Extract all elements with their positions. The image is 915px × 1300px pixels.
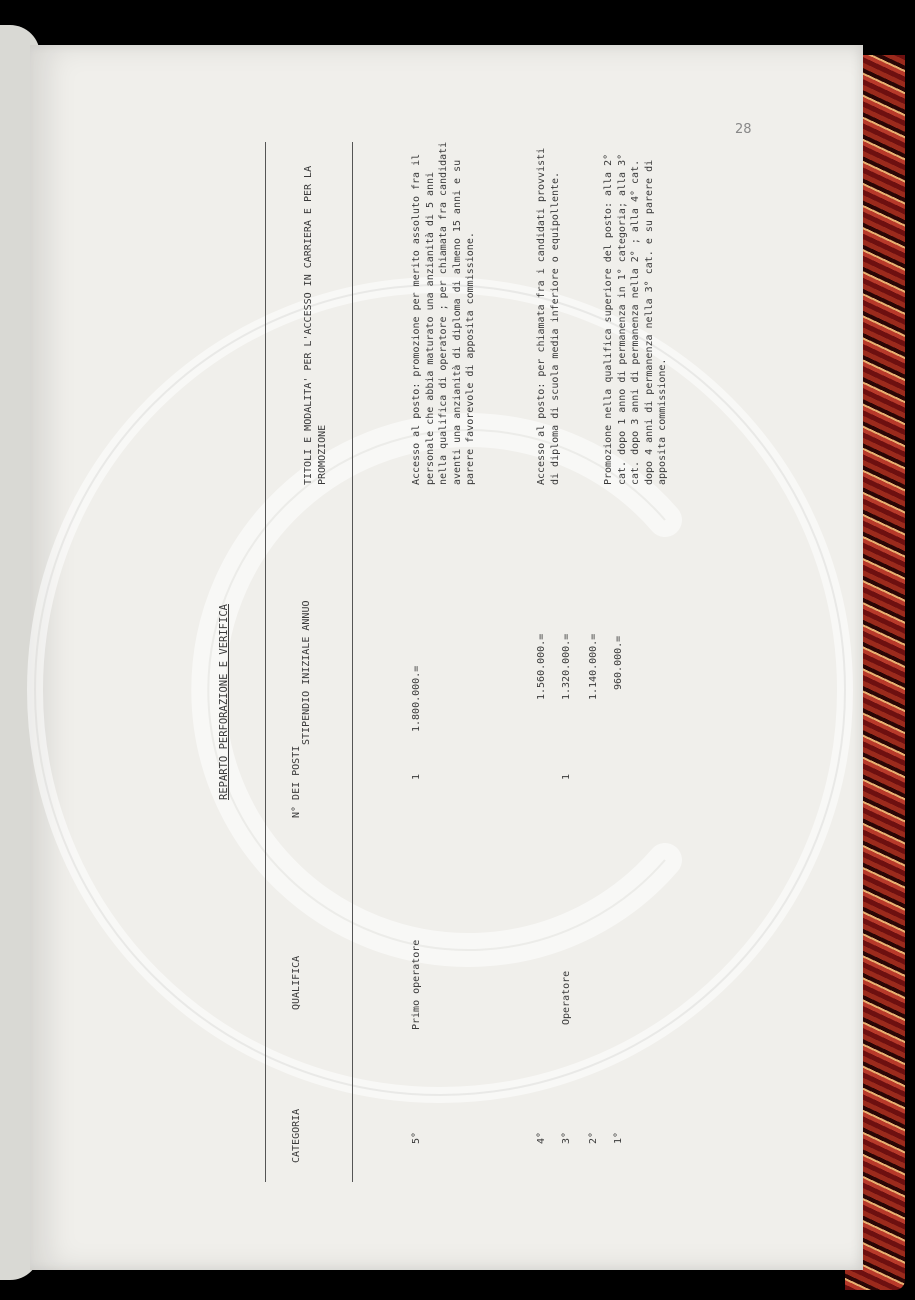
row-3-posti: 1 xyxy=(561,773,572,780)
row-3-categoria: 3° xyxy=(561,1131,572,1144)
header-stipendio: STIPENDIO INIZIALE ANNUO xyxy=(301,600,312,745)
table-title: REPARTO PERFORAZIONE E VERIFICA xyxy=(218,604,230,800)
row-5-categoria: 5° xyxy=(411,1131,422,1144)
row-3-qualifica: Operatore xyxy=(561,970,572,1025)
row-2-stipendio: 1.140.000.= xyxy=(588,633,599,700)
header-posti: N° DEI POSTI xyxy=(291,745,302,818)
row-1-stipendio: 960.000.= xyxy=(613,635,624,690)
row-4-stipendio: 1.560.000.= xyxy=(536,633,547,700)
row-1-categoria: 1° xyxy=(613,1131,624,1144)
row-1-titoli: Promozione nella qualifica superiore del posto: alla 2° cat. dopo 1 anno di permanenza in 1° categoria; alla 3° cat. dopo 3 anni di permanenza nella 2° ; alla 4° cat. dopo 4 anni di permanenza nella 3° cat. e su parere di apposita commissione. xyxy=(603,153,668,485)
row-5-qualifica: Primo operatore xyxy=(411,939,422,1030)
row-5-posti: 1 xyxy=(411,773,422,780)
page-number: 28 xyxy=(735,122,752,137)
row-2-categoria: 2° xyxy=(588,1131,599,1144)
row-3-stipendio: 1.320.000.= xyxy=(561,633,572,700)
header-qualifica: QUALIFICA xyxy=(291,955,302,1010)
row-4-categoria: 4° xyxy=(536,1131,547,1144)
row-5-stipendio: 1.800.000.= xyxy=(411,665,422,732)
header-bottom-rule xyxy=(352,142,353,1182)
header-titoli: TITOLI E MODALITA' PER L'ACCESSO IN CARRIERA E PER LA PROMOZIONE xyxy=(303,165,328,485)
row-5-titoli: Accesso al posto: promozione per merito assoluto fra il personale che abbia maturato una anzianità di 5 anni nella qualifica di operatore ; per chiamata fra candidati aventi una anzianità di diploma di almeno 15 anni e su parere favorevole di apposita commissione. xyxy=(411,141,476,485)
header-categoria: CATEGORIA xyxy=(291,1108,302,1163)
header-top-rule xyxy=(265,142,266,1182)
row-4-titoli: Accesso al posto: per chiamata fra i candidati provvisti di diploma di scuola media inferiore o equipollente. xyxy=(536,147,561,485)
